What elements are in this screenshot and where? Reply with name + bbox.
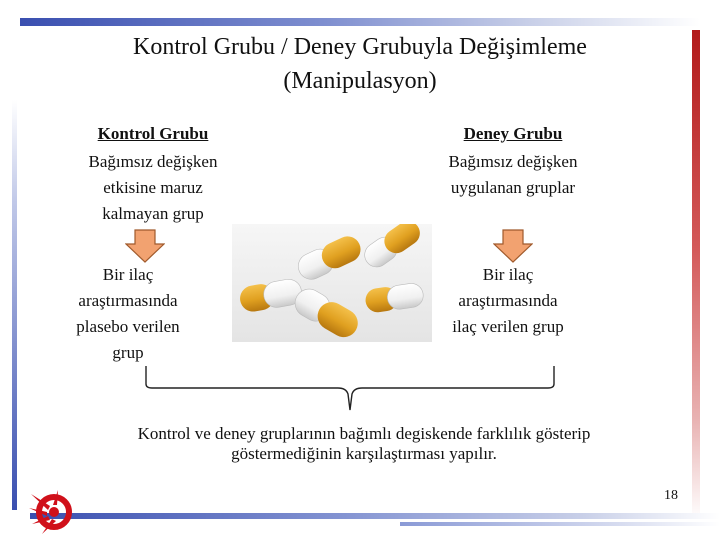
conclusion-text — [84, 424, 644, 464]
experiment-group-heading: Deney Grubu — [463, 124, 563, 143]
left-decor-bar — [12, 100, 17, 510]
top-decor-bar — [20, 18, 700, 26]
control-example-line-1: Bir ilaç — [102, 265, 154, 284]
bottom-decor-bar-secondary — [400, 522, 720, 526]
page-number: 18 — [664, 488, 678, 503]
down-arrow-icon — [493, 229, 533, 263]
control-example-line-3: plasebo verilen — [76, 317, 180, 336]
control-desc-line-2: etkisine maruz — [103, 178, 203, 197]
experiment-example-line-1: Bir ilaç — [482, 265, 534, 284]
down-arrow-icon — [125, 229, 165, 263]
capsules-image — [232, 224, 432, 342]
experiment-example-line-3: ilaç verilen grup — [452, 317, 564, 336]
control-example-line-2: araştırmasında — [78, 291, 178, 310]
conclusion-line-1: Kontrol ve deney gruplarının bağımlı degiskende farklılık gösterip — [137, 424, 591, 443]
control-desc-line-1: Bağımsız değişken — [88, 152, 218, 171]
slide-title-line-2: (Manipulasyon) — [283, 68, 437, 94]
experiment-group-description — [408, 149, 618, 201]
bracket-connector — [140, 364, 560, 414]
control-example-line-4: grup — [112, 343, 144, 362]
right-decor-bar — [692, 30, 700, 520]
control-group-heading: Kontrol Grubu — [97, 124, 209, 143]
experiment-group-example — [428, 262, 588, 340]
control-group-example — [48, 262, 208, 366]
control-group-description — [58, 149, 248, 227]
experiment-desc-line-1: Bağımsız değişken — [448, 152, 578, 171]
conclusion-line-2: göstermediğinin karşılaştırması yapılır. — [231, 444, 497, 463]
slide-title-line-1: Kontrol Grubu / Deney Grubuyla Değişimleme — [133, 34, 587, 60]
university-logo — [28, 486, 80, 538]
experiment-example-line-2: araştırmasında — [458, 291, 558, 310]
control-desc-line-3: kalmayan grup — [102, 204, 204, 223]
bottom-decor-bar — [30, 513, 720, 519]
slide-title — [60, 30, 660, 98]
experiment-desc-line-2: uygulanan gruplar — [450, 178, 576, 197]
